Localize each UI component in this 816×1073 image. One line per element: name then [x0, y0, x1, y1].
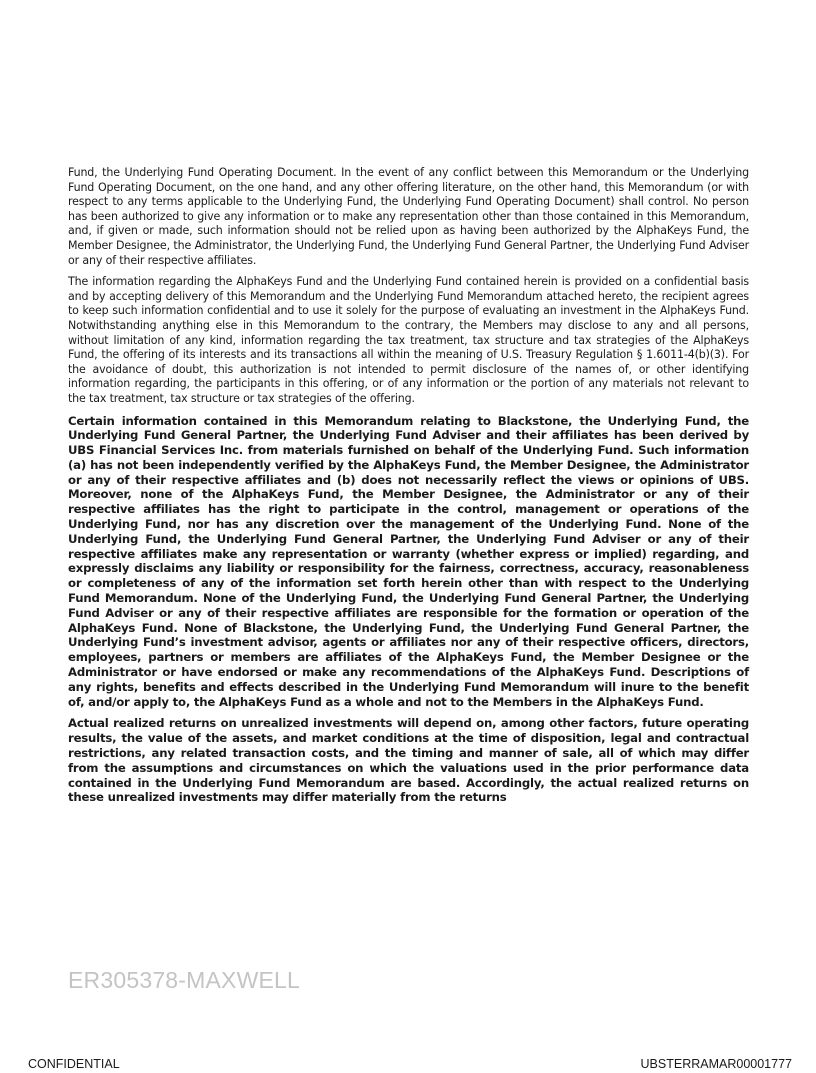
- paragraph-offering-conflict: Fund, the Underlying Fund Operating Document. In the event of any conflict between this Memorandum or the Underlying Fund Operating Document, on the one hand, and any other offering literature, on the other hand, this Memorandum (or with respect to any terms applicable to the Underlying Fund, the Underlying Fund Operating Document) shall control. No person has been authorized to give any information or to make any representation other than those contained in this Memorandum, and, if given or made, such information should not be relied upon as having been authorized by the AlphaKeys Fund, the Member Designee, the Administrator, the Underlying Fund, the Underlying Fund General Partner, the Underlying Fund Adviser or any of their respective affiliates.: [68, 166, 749, 267]
- bates-watermark: ER305378-MAXWELL: [68, 967, 301, 993]
- document-body: [68, 166, 749, 812]
- footer-confidential-label: CONFIDENTIAL: [28, 1057, 120, 1071]
- paragraph-confidentiality: The information regarding the AlphaKeys Fund and the Underlying Fund contained herein is provided on a confidential basis and by accepting delivery of this Memorandum and the Underlying Fund Memorandum attached hereto, the recipient agrees to keep such information confidential and to use it solely for the purpose of evaluating an investment in the AlphaKeys Fund. Notwithstanding anything else in this Memorandum to the contrary, the Members may disclose to any and all persons, without limitation of any kind, information regarding the tax treatment, tax structure and tax strategies of the AlphaKeys Fund, the offering of its interests and its transactions all within the meaning of U.S. Treasury Regulation § 1.6011-4(b)(3). For the avoidance of doubt, this authorization is not intended to permit disclosure of the names of, or other identifying information regarding, the participants in this offering, or of any information or the portion of any materials not relevant to the tax treatment, tax structure or tax strategies of the offering.: [68, 275, 749, 405]
- footer-bates-number: UBSTERRAMAR00001777: [640, 1057, 792, 1071]
- paragraph-realized-returns: Actual realized returns on unrealized investments will depend on, among other factors, future operating results, the value of the assets, and market conditions at the time of disposition, legal and contractual restrictions, any related transaction costs, and the timing and manner of sale, all of which may differ from the assumptions and circumstances on which the valuations used in the prior performance data contained in the Underlying Fund Memorandum are based. Accordingly, the actual realized returns on these unrealized investments may differ materially from the returns: [68, 716, 749, 805]
- paragraph-information-disclaimer: Certain information contained in this Memorandum relating to Blackstone, the Underlying Fund, the Underlying Fund General Partner, the Underlying Fund Adviser and their affiliates has been derived by UBS Financial Services Inc. from materials furnished on behalf of the Underlying Fund. Such information (a) has not been independently verified by the AlphaKeys Fund, the Member Designee, the Administrator or any of their respective affiliates and (b) does not necessarily reflect the views or opinions of UBS. Moreover, none of the AlphaKeys Fund, the Member Designee, the Administrator or any of their respective affiliates has the right to participate in the control, management or operations of the Underlying Fund, nor has any discretion over the management of the Underlying Fund. None of the Underlying Fund, the Underlying Fund General Partner, the Underlying Fund Adviser or any of their respective affiliates make any representation or warranty (whether express or implied) regarding, and expressly disclaims any liability or responsibility for the fairness, correctness, accuracy, reasonableness or completeness of any of the information set forth herein other than with respect to the Underlying Fund Memorandum. None of the Underlying Fund, the Underlying Fund General Partner, the Underlying Fund Adviser or any of their respective affiliates are responsible for the formation or operation of the AlphaKeys Fund. None of Blackstone, the Underlying Fund, the Underlying Fund General Partner, the Underlying Fund’s investment advisor, agents or affiliates nor any of their respective officers, directors, employees, partners or members are affiliates of the AlphaKeys Fund, the Member Designee or the Administrator or have endorsed or make any recommendations of the AlphaKeys Fund. Descriptions of any rights, benefits and effects described in the Underlying Fund Memorandum will inure to the benefit of, and/or apply to, the AlphaKeys Fund as a whole and not to the Members in the AlphaKeys Fund.: [68, 413, 749, 709]
